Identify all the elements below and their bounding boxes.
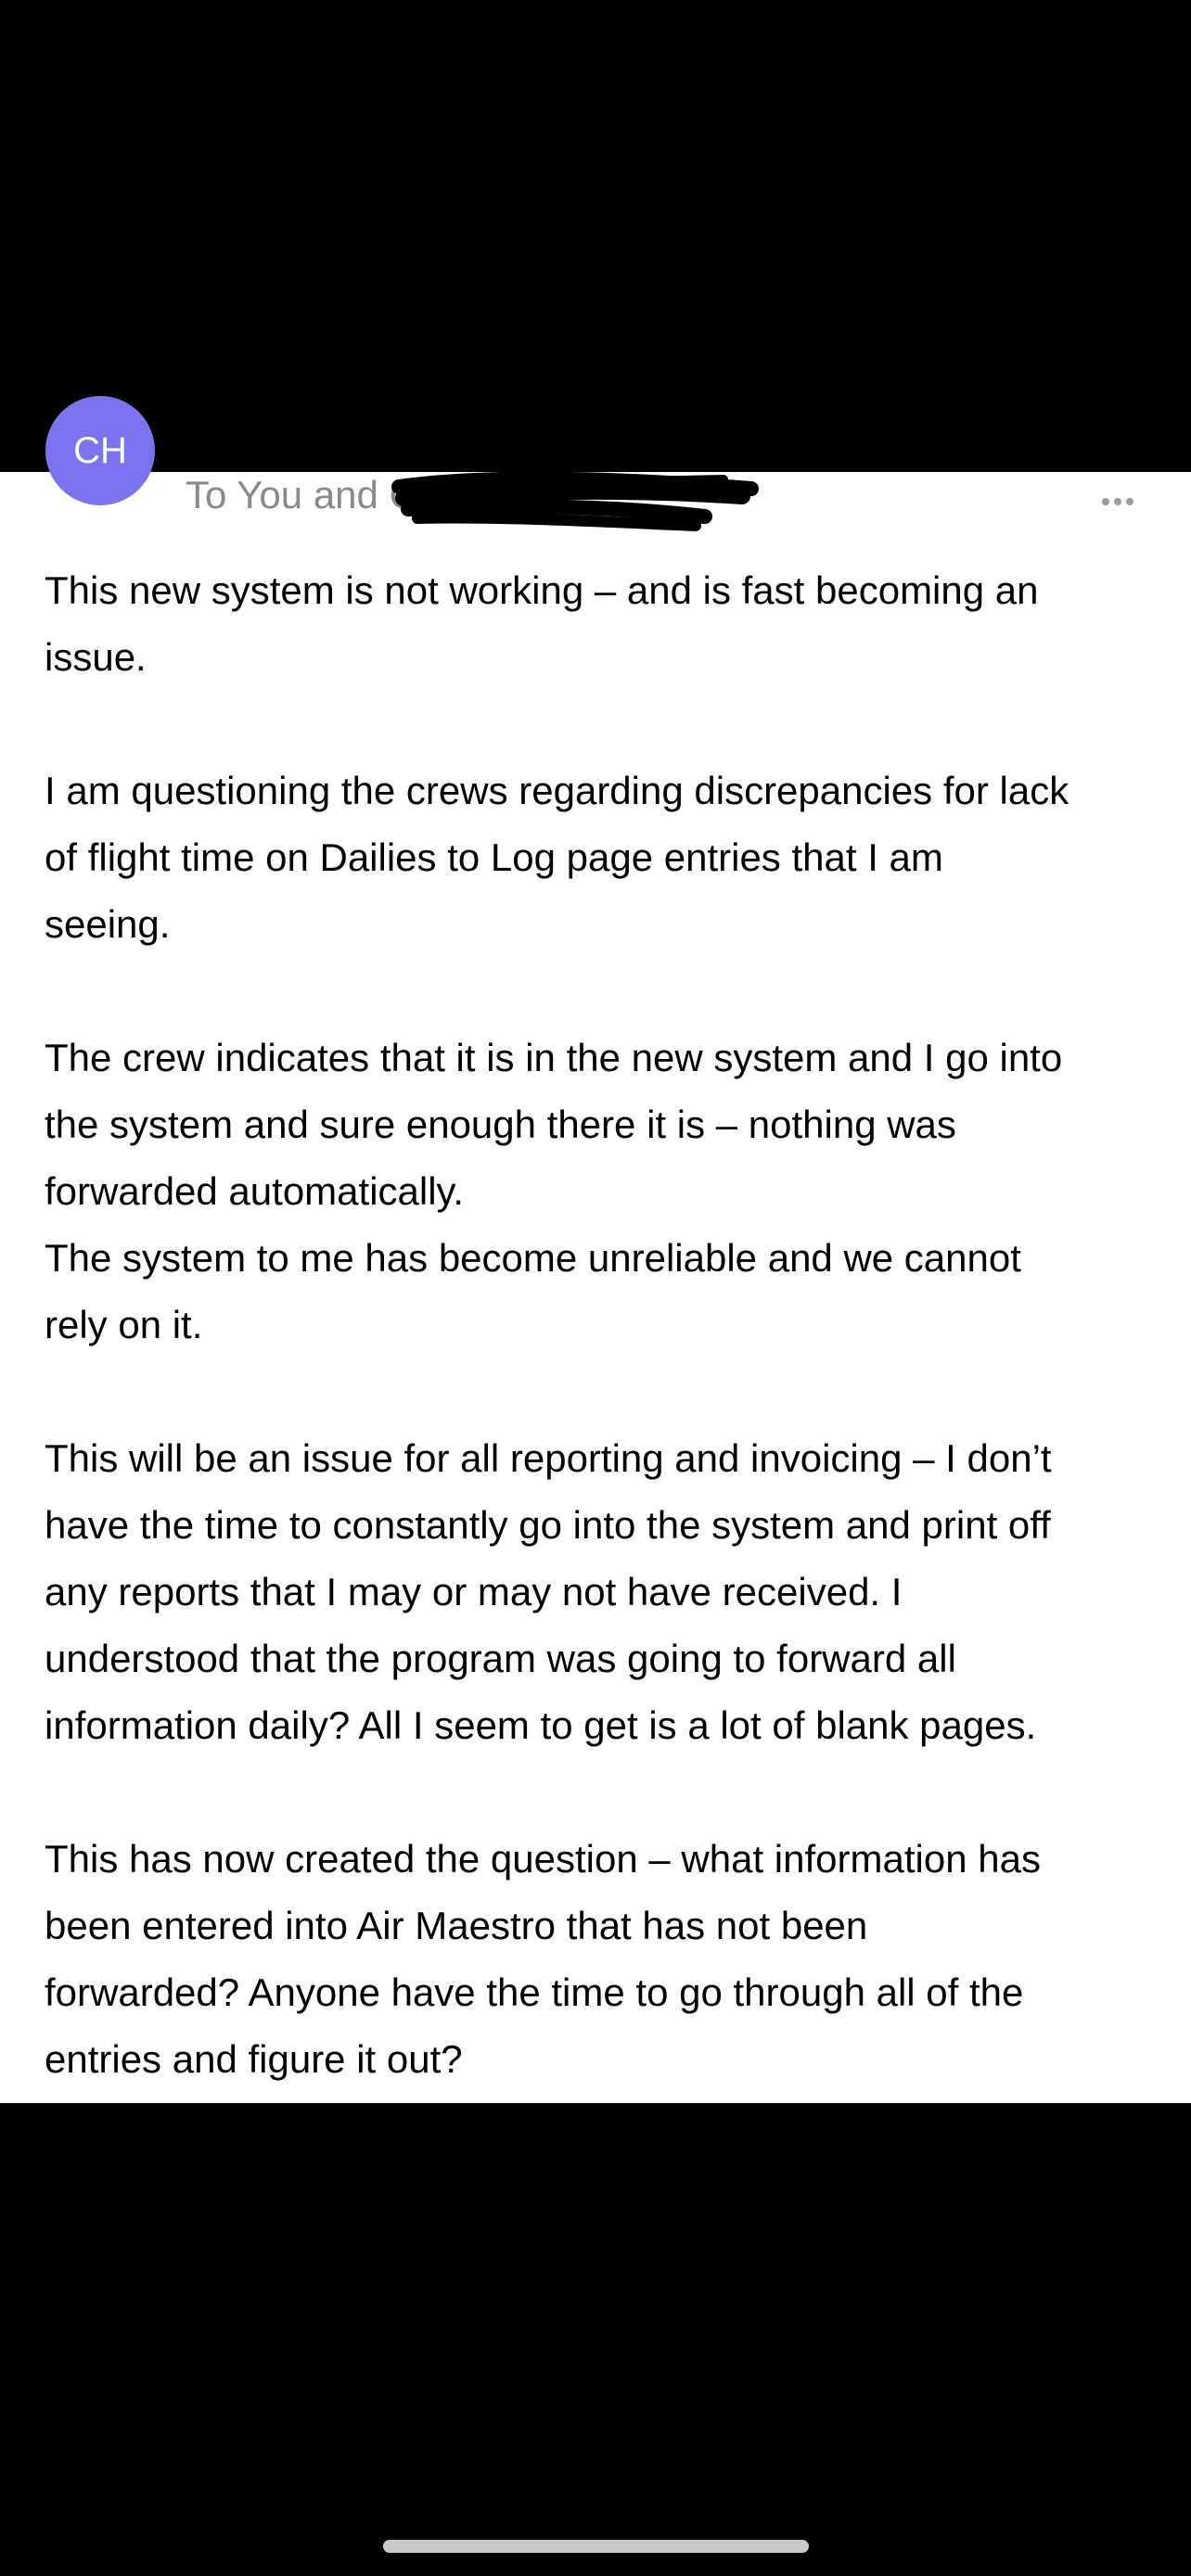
top-black-region: [0, 0, 1191, 472]
message-body: [45, 557, 1158, 2093]
ellipsis-icon: [1102, 498, 1133, 505]
redacted-recipient-name: C_________ ___: [389, 473, 688, 516]
recipients-line[interactable]: [186, 472, 688, 518]
bottom-black-region: [0, 2103, 1191, 2576]
sender-avatar[interactable]: [45, 396, 155, 505]
message-paragraph-2: I am questioning the crews regarding discrepancies for lack of flight time on Dailies to Log page entries that I am seeing.: [45, 769, 1069, 946]
message-paragraph-6: This has now created the question – what information has been entered into Air Maestro that has not been forwarded? Anyone have the time to go through all of the entries and figure it out?: [45, 1837, 1041, 2081]
message-paragraph-5: This will be an issue for all reporting and invoicing – I don’t have the time to constantly go into the system and print off any reports that I may or may not have received. I understood that the program was going to forward all information daily? All I seem to get is a lot of blank pages.: [45, 1436, 1052, 1747]
message-paragraph-1: This new system is not working – and is fast becoming an issue.: [45, 568, 1039, 679]
home-indicator[interactable]: [383, 2540, 809, 2553]
recipients-label: To You and: [186, 473, 378, 516]
email-message-panel: [0, 430, 1191, 2103]
message-paragraph-3: The crew indicates that it is in the new system and I go into the system and sure enough there it is – nothing was forwarded automatically.: [45, 1036, 1063, 1213]
avatar-initials: CH: [73, 430, 127, 471]
message-paragraph-4: The system to me has become unreliable and we cannot rely on it.: [45, 1236, 1021, 1346]
more-options-button[interactable]: [1095, 483, 1141, 520]
